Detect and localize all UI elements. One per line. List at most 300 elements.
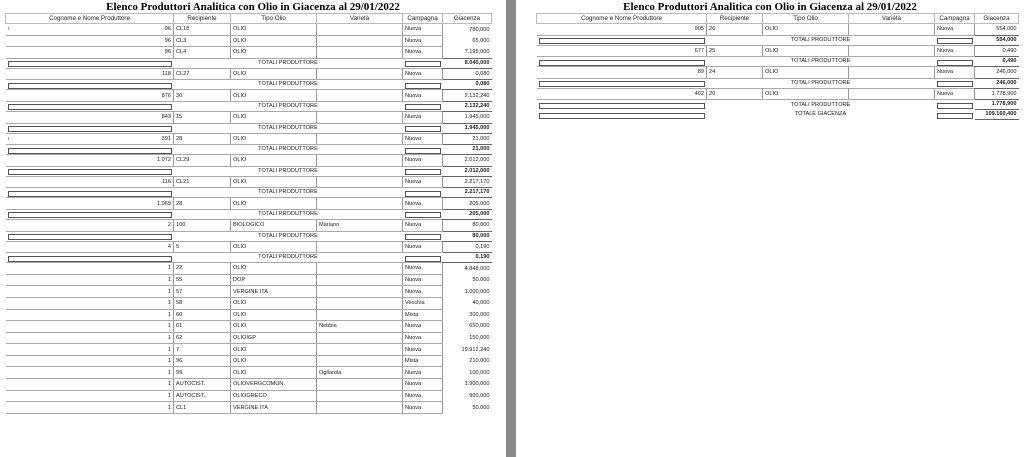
producer-count: 1.069 bbox=[157, 200, 171, 207]
total-box-left bbox=[537, 100, 707, 110]
season-cell: Nuova bbox=[403, 286, 443, 298]
oil-type-cell: BIOLOGICO bbox=[231, 219, 317, 231]
variety-cell bbox=[317, 133, 403, 145]
season-cell: Mista bbox=[403, 355, 443, 367]
container-cell: 22 bbox=[174, 263, 231, 275]
total-box bbox=[937, 38, 973, 44]
container-cell: CL29 bbox=[174, 155, 231, 167]
producers-table bbox=[5, 13, 492, 414]
total-value: 8.040,000 bbox=[443, 58, 492, 68]
container-cell: 55 bbox=[174, 274, 231, 286]
oil-type-cell: VERGINE ITA bbox=[231, 402, 317, 414]
total-box-right bbox=[403, 253, 443, 263]
producer-cell bbox=[6, 198, 174, 210]
total-label: TOTALI PRODUTTORE bbox=[258, 210, 318, 217]
season-cell: Nuova bbox=[403, 90, 443, 102]
total-box-right bbox=[403, 188, 443, 198]
stock-cell: 2.217,170 bbox=[464, 179, 490, 186]
oil-type-cell: OLIO bbox=[231, 176, 317, 188]
producer-total-row bbox=[6, 253, 492, 263]
season-cell: Nuova bbox=[403, 402, 443, 414]
stock-cell: 900,000 bbox=[469, 392, 490, 399]
total-box-left bbox=[6, 101, 174, 111]
producer-cell bbox=[6, 155, 174, 167]
producer-cell bbox=[6, 274, 174, 286]
producer-count: 1 bbox=[167, 288, 171, 295]
total-box bbox=[405, 126, 441, 132]
table-header-row bbox=[537, 14, 1019, 24]
total-label: TOTALI PRODUTTORE bbox=[258, 124, 318, 131]
variety-cell bbox=[317, 286, 403, 298]
total-box bbox=[405, 191, 441, 197]
producer-cell bbox=[6, 367, 174, 379]
total-box-left bbox=[6, 58, 174, 68]
container-cell: CL18 bbox=[174, 24, 231, 36]
total-value: 2.132,240 bbox=[443, 101, 492, 111]
total-box-left bbox=[6, 188, 174, 198]
variety-cell bbox=[317, 155, 403, 167]
container-cell: 28 bbox=[174, 133, 231, 145]
container-cell: 99 bbox=[174, 367, 231, 379]
total-box-right bbox=[935, 35, 975, 45]
variety-cell bbox=[849, 45, 935, 57]
producer-total-row bbox=[6, 58, 492, 68]
table-row bbox=[6, 379, 492, 391]
total-box-left bbox=[6, 166, 174, 176]
variety-cell: Ogliarola bbox=[317, 367, 403, 379]
producer-count: 1 bbox=[167, 369, 171, 376]
table-row bbox=[6, 111, 492, 123]
table-row bbox=[6, 35, 492, 47]
total-label: TOTALE GIACENZA bbox=[794, 111, 847, 118]
total-label: TOTALI PRODUTTORE bbox=[790, 58, 851, 65]
report-page-right bbox=[516, 0, 1024, 457]
total-box-left bbox=[537, 35, 707, 45]
header-variety: Varietà bbox=[849, 14, 935, 24]
oil-type-cell: OLIO bbox=[231, 47, 317, 59]
producer-cell bbox=[6, 133, 174, 145]
season-cell: Nuova bbox=[403, 176, 443, 188]
table-row bbox=[537, 88, 1019, 100]
total-box-left bbox=[6, 231, 174, 241]
header-stock: Giacenza bbox=[975, 14, 1019, 24]
report-title: Elenco Produttori Analitica con Olio in Giacenza al 29/01/2022 bbox=[106, 1, 400, 13]
producer-cell bbox=[6, 297, 174, 309]
total-value: 80,000 bbox=[443, 231, 492, 241]
total-value: 1.778,900 bbox=[975, 100, 1019, 110]
stock-cell: 1.900,000 bbox=[464, 381, 490, 388]
total-value: 0,490 bbox=[975, 57, 1019, 67]
oil-type-cell: OLIO bbox=[231, 35, 317, 47]
header-producer: Cognome e Nome Produttore bbox=[6, 14, 174, 24]
stock-cell: 650,000 bbox=[469, 323, 490, 330]
season-cell: Nuova bbox=[403, 155, 443, 167]
total-box bbox=[405, 148, 441, 154]
season-cell: Nuova bbox=[403, 133, 443, 145]
table-row bbox=[6, 309, 492, 321]
total-label: TOTALI PRODUTTORE bbox=[258, 81, 318, 88]
table-row bbox=[6, 344, 492, 356]
total-box bbox=[937, 113, 973, 119]
oil-type-cell: OLIO bbox=[231, 309, 317, 321]
producer-count: 1 bbox=[167, 346, 171, 353]
stock-cell: 2.132,240 bbox=[464, 92, 490, 99]
header-oil-type: Tipo Olio bbox=[231, 14, 317, 24]
header-season: Campagna bbox=[403, 14, 443, 24]
total-box bbox=[8, 61, 172, 67]
producer-total-row bbox=[6, 166, 492, 176]
container-cell: 57 bbox=[174, 286, 231, 298]
container-cell: 20 bbox=[707, 88, 763, 100]
grand-total-row bbox=[537, 110, 1019, 120]
season-cell: Nuova bbox=[935, 67, 975, 79]
producer-count: 876 bbox=[161, 92, 171, 99]
table-row bbox=[6, 155, 492, 167]
season-cell: Nuova bbox=[403, 390, 443, 402]
header-container: Recipiente bbox=[174, 14, 231, 24]
total-box bbox=[8, 212, 172, 218]
container-cell: 26 bbox=[707, 24, 763, 36]
producer-cell bbox=[6, 68, 174, 80]
stock-cell: 40,000 bbox=[472, 300, 490, 307]
season-cell: Nuova bbox=[403, 332, 443, 344]
season-cell: Nuova bbox=[403, 367, 443, 379]
total-box-left bbox=[537, 57, 707, 67]
variety-cell bbox=[849, 67, 935, 79]
total-box bbox=[8, 83, 172, 89]
variety-cell bbox=[317, 35, 403, 47]
producer-count: 96 bbox=[164, 26, 171, 33]
season-cell: Nuova bbox=[403, 379, 443, 391]
variety-cell bbox=[317, 332, 403, 344]
report-title: Elenco Produttori Analitica con Olio in Giacenza al 29/01/2022 bbox=[623, 1, 917, 13]
producer-total-row bbox=[6, 231, 492, 241]
total-box bbox=[539, 81, 705, 87]
oil-type-cell: OLIO bbox=[231, 344, 317, 356]
container-cell: AUTOCIST.. bbox=[174, 390, 231, 402]
total-box-right bbox=[935, 78, 975, 88]
stock-cell: 554,000 bbox=[996, 26, 1017, 33]
producer-cell bbox=[537, 45, 707, 57]
stock-cell: 1.945,000 bbox=[464, 114, 490, 121]
total-box-left bbox=[6, 123, 174, 133]
total-box bbox=[405, 83, 441, 89]
producer-total-row bbox=[6, 145, 492, 155]
total-box-right bbox=[403, 80, 443, 90]
total-box bbox=[8, 256, 172, 262]
table-row bbox=[6, 274, 492, 286]
container-cell: 96 bbox=[174, 355, 231, 367]
producer-count: 1 bbox=[167, 358, 171, 365]
producer-count: 402 bbox=[694, 91, 704, 98]
producer-count: 843 bbox=[161, 114, 171, 121]
header-stock: Giacenza bbox=[443, 14, 492, 24]
container-cell: 60 bbox=[174, 309, 231, 321]
producer-count: 89 bbox=[697, 69, 704, 76]
oil-type-cell: OLIO bbox=[231, 321, 317, 333]
producer-cell bbox=[6, 90, 174, 102]
variety-cell bbox=[317, 198, 403, 210]
total-box bbox=[405, 169, 441, 175]
total-box bbox=[405, 234, 441, 240]
total-value: 0,080 bbox=[443, 80, 492, 90]
container-cell: CL4 bbox=[174, 47, 231, 59]
producer-cell bbox=[6, 35, 174, 47]
stock-cell: 300,000 bbox=[469, 311, 490, 318]
variety-cell bbox=[317, 263, 403, 275]
producer-cell bbox=[6, 390, 174, 402]
total-box bbox=[405, 104, 441, 110]
container-cell: AUTOCIST. bbox=[174, 379, 231, 391]
total-label: TOTALI PRODUTTORE bbox=[790, 101, 851, 108]
stock-cell: 1.778,900 bbox=[991, 91, 1017, 98]
producer-count: 96 bbox=[164, 37, 171, 44]
table-row bbox=[6, 402, 492, 414]
header-season: Campagna bbox=[935, 14, 975, 24]
oil-type-cell: OLIO bbox=[231, 297, 317, 309]
producer-cell bbox=[6, 219, 174, 231]
producer-cell bbox=[6, 263, 174, 275]
stock-cell: 50,000 bbox=[472, 404, 490, 411]
total-box-right bbox=[403, 123, 443, 133]
season-cell: Nuova bbox=[403, 321, 443, 333]
producer-cell bbox=[6, 355, 174, 367]
variety-cell bbox=[317, 111, 403, 123]
oil-type-cell: OLIO bbox=[231, 133, 317, 145]
stock-cell: 205,000 bbox=[469, 200, 490, 207]
total-box-right bbox=[935, 110, 975, 120]
producer-count: 4 bbox=[167, 243, 171, 250]
header-variety: Varietà bbox=[317, 14, 403, 24]
producer-cell bbox=[6, 321, 174, 333]
table-row bbox=[6, 241, 492, 253]
table-row bbox=[6, 133, 492, 145]
variety-cell bbox=[849, 24, 935, 36]
producer-count: 1 bbox=[167, 404, 171, 411]
season-cell: Nuova bbox=[403, 241, 443, 253]
stock-cell: 0,190 bbox=[475, 243, 490, 250]
container-cell: 25 bbox=[707, 45, 763, 57]
container-cell: CL1 bbox=[174, 402, 231, 414]
row-mark: ı bbox=[7, 26, 9, 33]
stock-cell: 0,080 bbox=[475, 71, 490, 78]
table-row bbox=[537, 67, 1019, 79]
producer-count: 118 bbox=[162, 71, 171, 78]
table-row bbox=[6, 68, 492, 80]
total-box-right bbox=[403, 101, 443, 111]
producer-cell bbox=[6, 47, 174, 59]
table-row bbox=[6, 390, 492, 402]
total-value: 0,190 bbox=[443, 253, 492, 263]
producers-table bbox=[536, 13, 1019, 120]
stock-cell: 7.195,000 bbox=[464, 49, 490, 56]
total-box-right bbox=[403, 145, 443, 155]
total-value: 109.160,400 bbox=[975, 110, 1019, 120]
variety-cell bbox=[317, 355, 403, 367]
container-cell: CL21 bbox=[174, 176, 231, 188]
table-row bbox=[6, 47, 492, 59]
table-row bbox=[6, 355, 492, 367]
container-cell: 28 bbox=[174, 198, 231, 210]
total-box bbox=[937, 81, 973, 87]
season-cell: Nuova bbox=[403, 274, 443, 286]
producer-count: 1 bbox=[167, 300, 171, 307]
variety-cell bbox=[849, 88, 935, 100]
variety-cell bbox=[317, 402, 403, 414]
producer-count: 1 bbox=[167, 392, 171, 399]
total-value: 246,000 bbox=[975, 78, 1019, 88]
variety-cell bbox=[317, 241, 403, 253]
variety-cell bbox=[317, 390, 403, 402]
producer-total-row bbox=[6, 209, 492, 219]
producer-cell bbox=[537, 88, 707, 100]
total-box-right bbox=[935, 57, 975, 67]
container-cell: 24 bbox=[707, 67, 763, 79]
stock-cell: 780,000 bbox=[469, 26, 490, 33]
table-row bbox=[537, 45, 1019, 57]
oil-type-cell: OLIO bbox=[231, 263, 317, 275]
producer-total-row bbox=[537, 78, 1019, 88]
container-cell: 5 bbox=[174, 241, 231, 253]
total-value: 205,000 bbox=[443, 209, 492, 219]
total-box bbox=[539, 103, 705, 109]
oil-type-cell: OLIO bbox=[231, 198, 317, 210]
total-value: 2.217,170 bbox=[443, 188, 492, 198]
oil-type-cell: OLIO bbox=[763, 45, 849, 57]
stock-cell: 21,000 bbox=[472, 135, 490, 142]
stock-cell: 100,000 bbox=[469, 369, 490, 376]
total-label: TOTALI PRODUTTORE bbox=[258, 59, 318, 66]
variety-cell bbox=[317, 68, 403, 80]
variety-cell bbox=[317, 274, 403, 286]
total-box bbox=[539, 60, 705, 66]
oil-type-cell: OLIO bbox=[231, 68, 317, 80]
total-box bbox=[8, 104, 172, 110]
producer-total-row bbox=[537, 57, 1019, 67]
producer-count: 1 bbox=[167, 323, 171, 330]
producer-count: 96 bbox=[164, 49, 171, 56]
producer-total-row bbox=[6, 80, 492, 90]
producer-count: 1 bbox=[167, 265, 171, 272]
total-box-left bbox=[537, 110, 707, 120]
total-box-left bbox=[6, 145, 174, 155]
season-cell: Nuova bbox=[403, 35, 443, 47]
oil-type-cell: OLIO bbox=[763, 24, 849, 36]
producer-cell bbox=[6, 24, 174, 36]
container-cell: CL3 bbox=[174, 35, 231, 47]
total-label: TOTALI PRODUTTORE bbox=[790, 79, 851, 86]
producer-total-row bbox=[6, 188, 492, 198]
stock-cell: 2.012,000 bbox=[464, 157, 490, 164]
total-box-left bbox=[6, 253, 174, 263]
season-cell: Nuova bbox=[403, 344, 443, 356]
total-label: TOTALI PRODUTTORE bbox=[258, 102, 318, 109]
producer-count: 2 bbox=[167, 222, 171, 229]
total-box bbox=[8, 191, 172, 197]
total-box-right bbox=[403, 58, 443, 68]
variety-cell bbox=[317, 90, 403, 102]
header-container: Recipiente bbox=[707, 14, 763, 24]
stock-cell: 50,000 bbox=[472, 277, 490, 284]
oil-type-cell: OLIOVERGCOMUN. bbox=[231, 379, 317, 391]
variety-cell: Nebbia bbox=[317, 321, 403, 333]
table-row bbox=[6, 367, 492, 379]
season-cell: Nuova bbox=[403, 47, 443, 59]
producer-cell bbox=[6, 286, 174, 298]
total-value: 2.012,000 bbox=[443, 166, 492, 176]
total-box-right bbox=[403, 231, 443, 241]
season-cell: Vecchia bbox=[403, 297, 443, 309]
producer-total-row bbox=[537, 100, 1019, 110]
total-box bbox=[8, 234, 172, 240]
variety-cell bbox=[317, 47, 403, 59]
oil-type-cell: OLIO bbox=[231, 241, 317, 253]
table-header-row bbox=[6, 14, 492, 24]
season-cell: Nuova bbox=[403, 24, 443, 36]
season-cell: Nuova bbox=[403, 198, 443, 210]
total-label: TOTALI PRODUTTORE bbox=[258, 146, 318, 153]
producer-count: 905 bbox=[694, 26, 704, 33]
producer-count: 1 bbox=[167, 381, 171, 388]
variety-cell bbox=[317, 344, 403, 356]
oil-type-cell: OLIO bbox=[763, 88, 849, 100]
producer-cell bbox=[6, 402, 174, 414]
oil-type-cell: OLIO bbox=[231, 355, 317, 367]
total-value: 21,000 bbox=[443, 145, 492, 155]
producer-cell bbox=[6, 332, 174, 344]
total-label: TOTALI PRODUTTORE bbox=[790, 36, 851, 43]
season-cell: Nuova bbox=[935, 24, 975, 36]
oil-type-cell: DOP bbox=[231, 274, 317, 286]
oil-type-cell: OLIOGRECO bbox=[231, 390, 317, 402]
total-value: 554,000 bbox=[975, 35, 1019, 45]
producer-cell bbox=[537, 24, 707, 36]
oil-type-cell: OLIOIGP bbox=[231, 332, 317, 344]
producer-total-row bbox=[6, 101, 492, 111]
table-row bbox=[6, 297, 492, 309]
season-cell: Nuova bbox=[935, 88, 975, 100]
table-row bbox=[6, 321, 492, 333]
stock-cell: 246,000 bbox=[996, 69, 1017, 76]
producer-count: 391 bbox=[161, 135, 171, 142]
producer-count: 1 bbox=[167, 311, 171, 318]
producer-cell bbox=[6, 344, 174, 356]
total-box bbox=[937, 103, 973, 109]
variety-cell bbox=[317, 176, 403, 188]
oil-type-cell: OLIO bbox=[231, 24, 317, 36]
producer-cell bbox=[6, 241, 174, 253]
total-box bbox=[539, 113, 705, 119]
producer-count: 116 bbox=[162, 179, 171, 186]
table-row bbox=[6, 332, 492, 344]
season-cell: Nuova bbox=[403, 68, 443, 80]
total-box-left bbox=[537, 78, 707, 88]
producer-total-row bbox=[6, 123, 492, 133]
stock-cell: 150,000 bbox=[469, 334, 490, 341]
stock-cell: 19.912,240 bbox=[461, 346, 490, 353]
total-box bbox=[8, 126, 172, 132]
total-label: TOTALI PRODUTTORE bbox=[258, 167, 318, 174]
producer-cell bbox=[537, 67, 707, 79]
total-box-left bbox=[6, 80, 174, 90]
producer-cell bbox=[6, 309, 174, 321]
header-producer: Cognome e Nome Produttore bbox=[537, 14, 707, 24]
season-cell: Mista bbox=[403, 309, 443, 321]
container-cell: 15 bbox=[174, 111, 231, 123]
total-box bbox=[405, 61, 441, 67]
oil-type-cell: OLIO bbox=[763, 67, 849, 79]
total-value: 1.945,000 bbox=[443, 123, 492, 133]
